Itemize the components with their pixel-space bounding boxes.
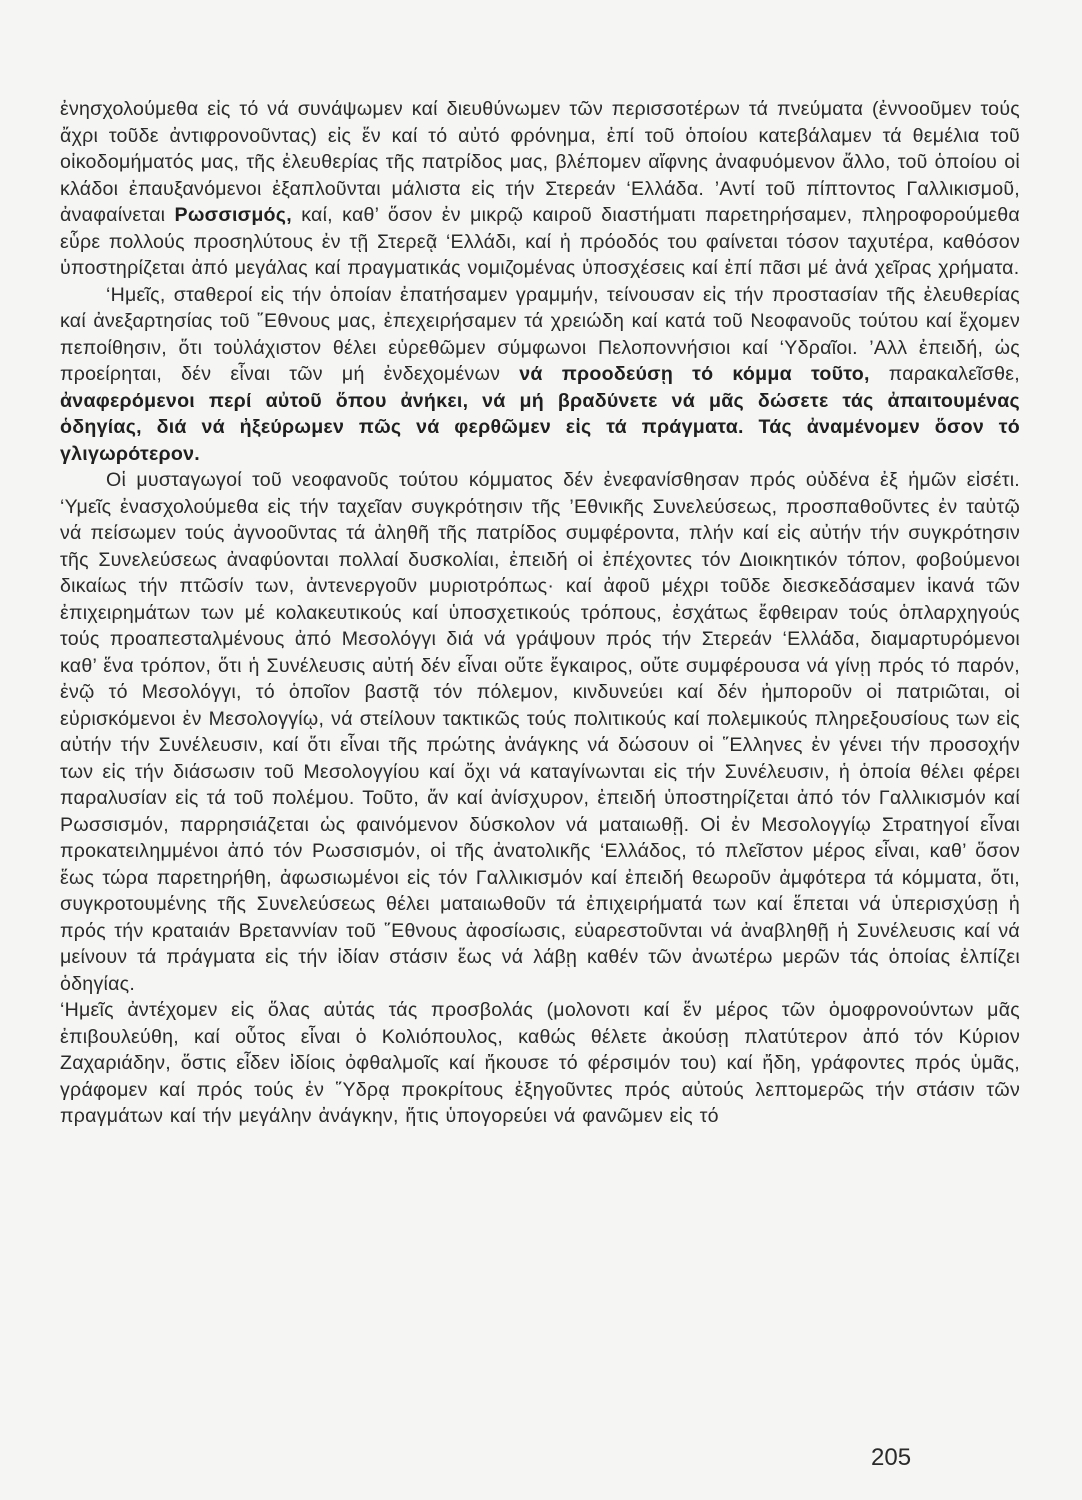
paragraph-4: ‘Ημεῖς ἀντέχομεν εἰς ὅλας αὐτάς τάς προσβολάς (μολονοτι καί ἕν μέρος τῶν ὁμοφρονούντων μᾶς ἐπιβουλεύθη, καί οὗτος εἶναι ὁ Κολιόπουλος, καθώς θέλετε ἀκούσῃ πλατύτερον ἀπό τόν Κύριον Ζαχαριάδην, ὅστις εἶδεν ἰδίοις ὀφθαλμοῖς καί ἤκουσε τό φέρσιμόν του) καί ἤδη, γράφοντες πρός ὑμᾶς, γράφομεν καί πρός τούς ἐν ῞Υδρᾳ προκρίτους ἐξηγοῦντες πρός αὐτούς λεπτομερῶς τήν στάσιν τῶν πραγμάτων καί τήν μεγάλην ἀνάγκην, ἥτις ὑπογορεύει νά φανῶμεν εἰς τό [60,999,1020,1127]
paragraph-2 [60,282,1020,468]
paragraph-1 [60,96,1020,282]
paragraph-1-bold-term: Ρωσσισμός, [174,204,292,226]
paragraph-1-text-a: ἐνησχολούμεθα εἰς τό νά συνάψωμεν καί διευθύνωμεν τῶν περισσοτέρων τά πνεύματα (ἐννοοῦμεν τούς ἄχρι τοῦδε ἀντιφρονοῦντας) εἰς ἕν καί τό αὐτό φρόνημα, ἐπί τοῦ ὁποίου κατεβάλαμεν τά θεμέλια τοῦ οἰκοδομήματός μας, τῆς ἐλευθερίας τῆς πατρίδος μας, βλέπομεν αἴφνης ἀναφυόμενον ἄλλο, τοῦ ὁποίου οἱ κλάδοι ἐπαυξανόμενοι ἐξαπλοῦνται μάλιστα εἰς τήν Στερεάν ‘Ελλάδα. ’Αντί τοῦ πίπτοντος Γαλλικισμοῦ, ἀναφαίνεται [60,98,1020,226]
body-text [60,96,1020,1130]
paragraph-2-text-b: παρακαλεῖσθε, [869,363,1020,385]
paragraph-3: Οἱ μυσταγωγοί τοῦ νεοφανοῦς τούτου κόμματος δέν ἐνεφανίσθησαν πρός οὐδένα ἐξ ἡμῶν εἰσέτι. ‘Υμεῖς ἐνασχολούμεθα εἰς τήν ταχεῖαν συγκρότησιν τῆς ’Εθνικῆς Συνελεύσεως, προσπαθοῦντες ἐν ταὐτῷ νά πείσωμεν τούς ἀγνοοῦντας τά ἀληθῆ τῆς πατρίδος συμφέροντα, πλήν καί εἰς αὐτήν τήν συγκρότησιν τῆς Συνελεύσεως ἀναφύονται πολλαί δυσκολίαι, ἐπειδή οἱ ἐπέχοντες τόν Διοικητικόν τόπον, φοβούμενοι δικαίως τήν πτῶσίν των, ἀντενεργοῦν μυριοτρόπως· καί ἀφοῦ μέχρι τοῦδε διεσκεδάσαμεν ἱκανά τῶν ἐπιχειρημάτων των μέ κολακευτικούς καί ὑποσχετικούς τρόπους, ἐσχάτως ἔφθειραν τούς ὁπλαρχηγούς τούς προαπεσταλμένους ἀπό Μεσολόγγι διά νά γράψουν πρός τήν Στερεάν ‘Ελλάδα, διαμαρτυρόμενοι καθ’ ἕνα τρόπον, ὅτι ἡ Συνέλευσις αὐτή δέν εἶναι οὔτε ἔγκαιρος, οὔτε συμφέρουσα νά γίνῃ πρός τό παρόν, ἐνῷ τό Μεσολόγγι, τό ὁποῖον βαστᾷ τόν πόλεμον, κινδυνεύει καί δέν ἠμποροῦν οἱ πατριῶται, οἱ εὑρισκόμενοι ἐν Μεσολογγίῳ, νά στείλουν τακτικῶς τούς πολιτικούς καί πολεμικούς πληρεξουσίους των εἰς αὐτήν τήν Συνέλευσιν, καί ὅτι εἶναι τῆς πρώτης ἀνάγκης νά δώσουν οἱ ῞Ελληνες ἐν γένει τήν προσοχήν των εἰς τήν διάσωσιν τοῦ Μεσολογγίου καί ὄχι νά καταγίνωνται εἰς τήν Συνέλευσιν, ἡ ὁποία θέλει φέρει παραλυσίαν εἰς τά τοῦ πολέμου. Τοῦτο, ἄν καί ἀνίσχυρον, ἐπειδή ὑποστηρίζεται ἀπό τόν Γαλλικισμόν καί Ρωσσισμόν, παρρησιάζεται ὡς φαινόμενον δύσκολον νά ματαιωθῇ. Οἱ ἐν Μεσολογγίῳ Στρατηγοί εἶναι προκατειλημμένοι ἀπό τόν Ρωσσισμόν, οἱ τῆς ἀνατολικῆς ‘Ελλάδος, τό πλεῖστον μέρος εἶναι, καθ’ ὅσον ἕως τώρα παρετηρήθη, ἀφωσιωμένοι εἰς τόν Γαλλικισμόν καί ἐπειδή θεωροῦν ἀμφότερα τά κόμματα, ὅτι, συγκροτουμένης τῆς Συνελεύσεως θέλει ματαιωθοῦν τά ἐπιχειρήματά των καί ἕπεται νά ὑπερισχύσῃ ἡ πρός τήν κραταιάν Βρεταννίαν τοῦ ῞Εθνους ἀφοσίωσις, εὐαρεστοῦνται νά ἀναβληθῇ ἡ Συνέλευσις καί νά μείνουν τά πράγματα εἰς τήν ἰδίαν στάσιν ἕως νά λάβῃ καθέν τῶν ἀνωτέρω μερῶν τάς ὁποίας ἐλπίζει ὁδηγίας. [60,469,1020,995]
paragraph-2-text-a: ‘Ημεῖς, σταθεροί εἰς τήν ὁποίαν ἐπατήσαμεν γραμμήν, τείνουσαν εἰς τήν προστασίαν τῆς ἐλευθερίας καί ἀνεξαρτησίας τοῦ ῞Εθνους μας, ἐπεχειρήσαμεν τά χρειώδη καί κατά τοῦ Νεοφανοῦς τούτου καί ἔχομεν πεποίθησιν, ὅτι τοὐλάχιστον θέλει εὑρεθῶμεν σύμφωνοι Πελοποννήσιοι καί ‘Υδραῖοι. ’Αλλ ἐπειδή, ὡς προείρηται, δέν εἶναι τῶν μή ἐνδεχομένων [60,283,1020,385]
paragraph-1-text-b: καί, καθ’ ὅσον ἐν μικρῷ καιροῦ διαστήματι παρετηρήσαμεν, πληροφορούμεθα εὗρε πολλούς προσηλύτους ἐν τῇ Στερεᾷ ‘Ελλάδι, καί ἡ πρόοδός του φαίνεται τόσον ταχυτέρα, καθόσον ὑποστηρίζεται ἀπό μεγάλας καί πραγματικάς νομιζομένας ὑποσχέσεις καί ἐπί πᾶσι μέ ἀνά χεῖρας χρήματα. [60,204,1020,279]
page-number: 205 [871,1444,912,1471]
paragraph-2-bold-b: ἀναφερόμενοι περί αὐτοῦ ὅπου ἀνήκει, νά μή βραδύνετε νά μᾶς δώσετε τάς ἀπαιτουμένας ὁδηγίας, διά νά ἠξεύρωμεν πῶς νά φερθῶμεν εἰς τά πράγματα. Τάς ἀναμένομεν ὅσον τό γλιγωρότερον. [60,389,1020,465]
paragraph-2-bold-a: νά προοδεύσῃ τό κόμμα τοῦτο, [519,363,870,385]
